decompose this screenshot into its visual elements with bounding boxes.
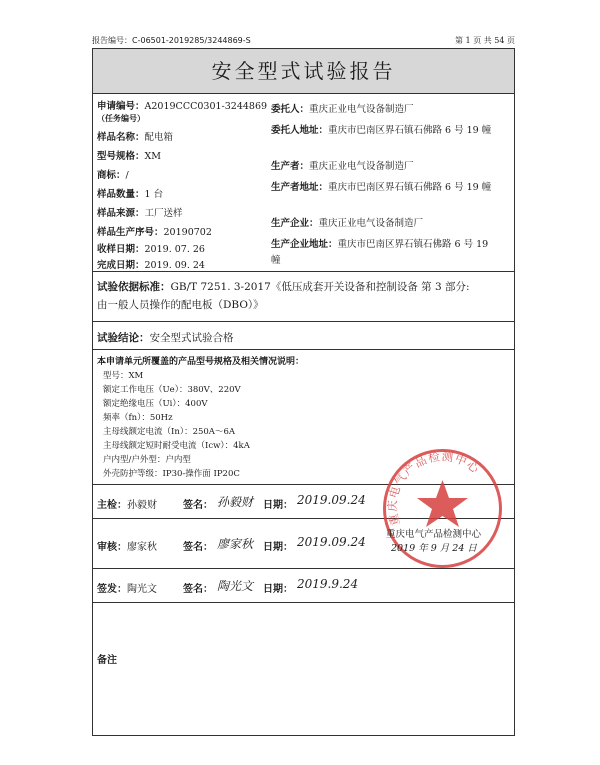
received-date: 收样日期：2019. 07. 26 <box>97 244 205 255</box>
manufacturer-address: 生产者地址：重庆市巴南区界石镇石佛路 6 号 19 幢 <box>271 182 492 193</box>
trademark: 商标：/ <box>97 170 129 181</box>
model: 型号规格：XM <box>97 151 162 162</box>
reviewer-date-label: 日期： <box>263 542 293 553</box>
desc-item-model: 型号：XM <box>103 371 144 381</box>
report-number: 报告编号：C-06501-2019285/3244869-S <box>92 36 251 45</box>
desc-item-icw: 主母线额定短时耐受电流（Icw）：4kA <box>103 441 250 451</box>
approver-row <box>93 568 514 603</box>
conclusion-row <box>93 321 514 350</box>
factory-address: 生产企业地址：重庆市巴南区界石镇石佛路 6 号 19 <box>271 239 489 250</box>
remarks-row <box>93 602 514 736</box>
source: 样品来源：工厂送样 <box>97 208 183 219</box>
client: 委托人：重庆正业电气设备制造厂 <box>271 104 414 115</box>
approver: 签发：陶光文 <box>97 584 157 595</box>
stamp-center-name: 重庆电气产品检测中心 <box>386 529 482 540</box>
completed-date: 完成日期：2019. 09. 24 <box>97 260 205 271</box>
reviewer-date: 2019.09.24 <box>297 535 366 549</box>
reviewer-signature: 廖家秋 <box>217 537 254 551</box>
desc-item-type: 户内型/户外型：户内型 <box>103 455 191 465</box>
desc-item-ue: 额定工作电压（Ue）：380V、220V <box>103 385 241 395</box>
standard-line1: 试验依据标准：GB/T 7251. 3-2017《低压成套开关设备和控制设备 第 3 部分: <box>97 281 470 293</box>
page-header <box>92 33 515 47</box>
factory-address-line2: 幢 <box>271 255 281 266</box>
chief-signature: 孙毅财 <box>217 495 254 509</box>
production-no: 样品生产序号：20190702 <box>97 227 212 238</box>
sample-name: 样品名称：配电箱 <box>97 132 174 143</box>
report-title: 安全型式试验报告 <box>93 49 514 94</box>
remarks-label: 备注 <box>97 655 117 666</box>
approver-sign-label: 签名： <box>183 584 213 595</box>
approver-signature: 陶光文 <box>217 579 254 593</box>
conclusion: 试验结论：安全型式试验合格 <box>97 332 234 344</box>
chief-date: 2019.09.24 <box>297 493 366 507</box>
client-address: 委托人地址：重庆市巴南区界石镇石佛路 6 号 19 幢 <box>271 125 492 136</box>
approver-date: 2019.9.24 <box>297 577 359 591</box>
task-no-label: （任务编号） <box>97 114 145 123</box>
desc-item-in: 主母线额定电流（In）：250A～6A <box>103 427 235 437</box>
desc-item-ui: 额定绝缘电压（Ui）：400V <box>103 399 208 409</box>
report-frame <box>92 48 515 736</box>
quantity: 样品数量：1 台 <box>97 189 164 200</box>
approver-date-label: 日期： <box>263 584 293 595</box>
stamp-ring-text: 重庆电气产品检测中心 <box>385 449 483 528</box>
stamp-star-icon <box>417 480 468 527</box>
standard-row <box>93 271 514 322</box>
desc-item-ip: 外壳防护等级：IP30-操作面 IP20C <box>103 469 240 479</box>
description-intro: 本申请单元所覆盖的产品型号规格及相关情况说明： <box>97 357 305 367</box>
manufacturer: 生产者：重庆正业电气设备制造厂 <box>271 161 414 172</box>
standard-line2: 由一般人员操作的配电板（DBO）》 <box>97 299 264 311</box>
chief-inspector: 主检：孙毅财 <box>97 500 157 511</box>
reviewer-sign-label: 签名： <box>183 542 213 553</box>
factory: 生产企业：重庆正业电气设备制造厂 <box>271 218 424 229</box>
stamp-date: 2019 年 9 月 24 日 <box>391 543 477 554</box>
reviewer: 审核：廖家秋 <box>97 542 157 553</box>
application-no: 申请编号：A2019CCC0301-3244869 <box>97 101 268 112</box>
chief-date-label: 日期： <box>263 500 293 511</box>
chief-sign-label: 签名： <box>183 500 213 511</box>
desc-item-fn: 频率（fn）：50Hz <box>103 413 173 423</box>
page-info: 第 1 页 共 54 页 <box>455 36 515 45</box>
